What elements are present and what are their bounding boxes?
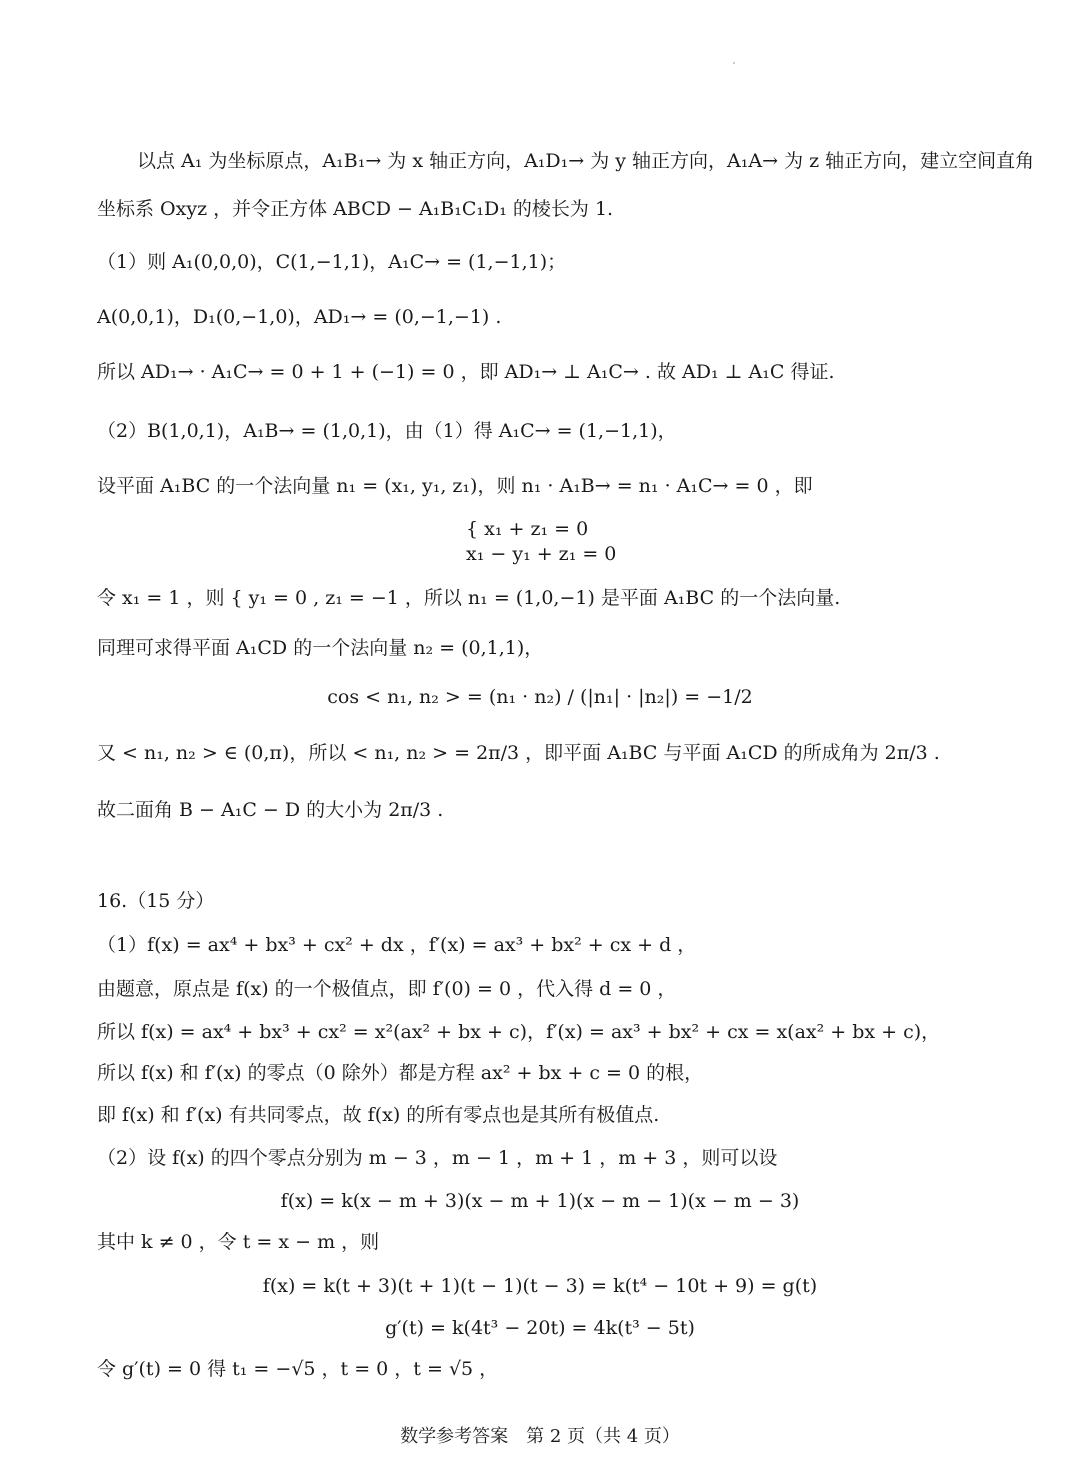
problem16-line-zeros: 所以 f(x) 和 f′(x) 的零点（0 除外）都是方程 ax² + bx + c = 0 的根， <box>97 1062 704 1084</box>
equation-system-line1: { x₁ + z₁ = 0 <box>466 518 589 540</box>
problem16-line-extremum: 由题意，原点是 f(x) 的一个极值点，即 f′(0) = 0 ，代入得 d = 0 ， <box>97 978 677 1000</box>
solution-line-setup: 以点 A₁ 为坐标原点，A₁B₁→ 为 x 轴正方向，A₁D₁→ 为 y 轴正方向，A₁A→ 为 z 轴正方向，建立空间直角 <box>137 150 1035 172</box>
problem16-line-part2: （2）设 f(x) 的四个零点分别为 m − 3 ，m − 1 ，m + 1 ，m + 3 ，则可以设 <box>97 1147 778 1169</box>
solution-line-dihedral-angle: 故二面角 B − A₁C − D 的大小为 2π/3 . <box>97 799 444 821</box>
page-footer: 数学参考答案 第 2 页（共 4 页） <box>400 1426 680 1447</box>
problem16-formula-g-prime: g′(t) = k(4t³ − 20t) = 4k(t³ − 5t) <box>385 1317 695 1339</box>
solution-line-let-x1: 令 x₁ = 1 ，则 { y₁ = 0 , z₁ = −1 ，所以 n₁ = (1,0,−1) 是平面 A₁BC 的一个法向量. <box>97 587 841 609</box>
solution-line-coordinate-system: 坐标系 Oxyz ，并令正方体 ABCD − A₁B₁C₁D₁ 的棱长为 1. <box>97 198 614 220</box>
solution-line-angle: 又 < n₁, n₂ > ∈ (0,π)，所以 < n₁, n₂ > = 2π/3 ，即平面 A₁BC 与平面 A₁CD 的所成角为 2π/3 . <box>97 742 940 764</box>
solution-line-second-normal: 同理可求得平面 A₁CD 的一个法向量 n₂ = (0,1,1)， <box>97 637 544 659</box>
scan-speck <box>733 62 735 64</box>
problem16-line-function: （1）f(x) = ax⁴ + bx³ + cx² + dx ，f′(x) = ax³ + bx² + cx + d ， <box>97 934 697 956</box>
solution-line-normal-vector: 设平面 A₁BC 的一个法向量 n₁ = (x₁, y₁, z₁)，则 n₁ · A₁B→ = n₁ · A₁C→ = 0 ，即 <box>97 475 813 497</box>
cosine-formula: cos < n₁, n₂ > = (n₁ · n₂) / (|n₁| · |n₂|) = −1/2 <box>327 686 753 708</box>
equation-system-line2: x₁ − y₁ + z₁ = 0 <box>466 543 617 565</box>
solution-line-part1-vectors: A(0,0,1)，D₁(0,−1,0)，AD₁→ = (0,−1,−1) . <box>97 306 502 328</box>
problem16-formula-f: f(x) = k(x − m + 3)(x − m + 1)(x − m − 1)(x − m − 3) <box>280 1190 800 1212</box>
solution-line-part2-points: （2）B(1,0,1)，A₁B→ = (1,0,1)，由（1）得 A₁C→ = (1,−1,1)， <box>97 420 677 442</box>
problem16-line-substitution: 其中 k ≠ 0 ，令 t = x − m ，则 <box>97 1231 380 1253</box>
solution-line-part1-dot-product: 所以 AD₁→ · A₁C→ = 0 + 1 + (−1) = 0 ，即 AD₁→ ⊥ A₁C→ . 故 AD₁ ⊥ A₁C 得证. <box>97 361 835 383</box>
problem16-line-critical-points: 令 g′(t) = 0 得 t₁ = −√5 ，t = 0 ，t = √5 ， <box>97 1358 499 1380</box>
solution-line-part1-points: （1）则 A₁(0,0,0)，C(1,−1,1)，A₁C→ = (1,−1,1)； <box>97 251 567 273</box>
problem-heading: 16.（15 分） <box>97 890 215 912</box>
problem16-formula-g: f(x) = k(t + 3)(t + 1)(t − 1)(t − 3) = k(t⁴ − 10t + 9) = g(t) <box>262 1275 818 1297</box>
problem16-line-conclusion: 即 f(x) 和 f′(x) 有共同零点，故 f(x) 的所有零点也是其所有极值点. <box>97 1104 660 1126</box>
problem16-line-factored: 所以 f(x) = ax⁴ + bx³ + cx² = x²(ax² + bx + c)，f′(x) = ax³ + bx² + cx = x(ax² + bx + c)， <box>97 1021 941 1043</box>
